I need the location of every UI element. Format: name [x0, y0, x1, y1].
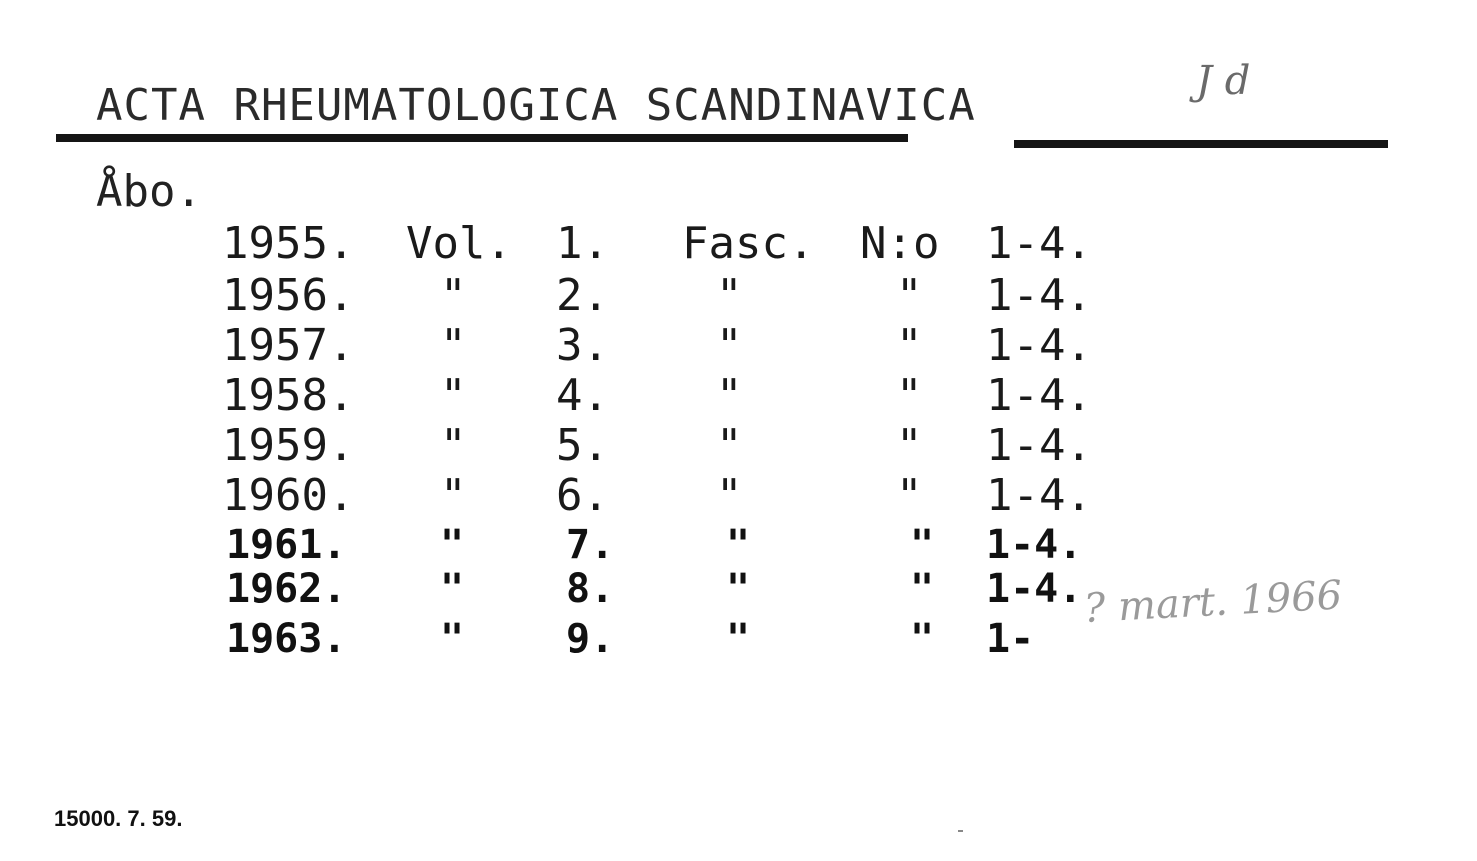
ditto-mark: " — [896, 320, 923, 371]
year: 1960. — [222, 470, 355, 521]
print-code: 15000. 7. 59. — [54, 806, 183, 831]
ditto-mark: " — [896, 420, 923, 471]
journal-title: ACTA RHEUMATOLOGICA SCANDINAVICA — [96, 80, 976, 131]
ditto-mark: " — [440, 616, 465, 662]
year: 1958. — [222, 370, 355, 421]
year: 1957. — [222, 320, 355, 371]
ditto-mark: " — [440, 320, 467, 371]
issue-range: 1-4. — [986, 470, 1092, 521]
volume-number: 6. — [556, 470, 609, 521]
year: 1959. — [222, 420, 355, 471]
volume-number: 5. — [556, 420, 609, 471]
ditto-mark: " — [896, 270, 923, 321]
year: 1963. — [226, 616, 347, 662]
ditto-mark: " — [726, 522, 751, 568]
volume-number: 9. — [566, 616, 615, 662]
ditto-mark: " — [440, 370, 467, 421]
year: 1955. — [222, 218, 355, 269]
volume-number: 3. — [556, 320, 609, 371]
ditto-mark: " — [716, 270, 743, 321]
ditto-mark: " — [716, 370, 743, 421]
ditto-mark: " — [440, 470, 467, 521]
vol-label: Vol. — [406, 218, 512, 269]
issue-range: 1- — [986, 616, 1035, 662]
paper-speck — [958, 830, 963, 832]
ditto-mark: " — [910, 616, 935, 662]
number-label: N:o — [860, 218, 940, 269]
title-underline-right — [1014, 140, 1388, 148]
issue-range: 1-4. — [986, 370, 1092, 421]
year: 1962. — [226, 566, 347, 612]
volume-number: 4. — [556, 370, 609, 421]
title-underline-left — [56, 134, 908, 142]
ditto-mark: " — [716, 320, 743, 371]
ditto-mark: " — [716, 420, 743, 471]
ditto-mark: " — [896, 470, 923, 521]
ditto-mark: " — [910, 522, 935, 568]
ditto-mark: " — [440, 420, 467, 471]
ditto-mark: " — [896, 370, 923, 421]
ditto-mark: " — [440, 566, 465, 612]
ditto-mark: " — [726, 616, 751, 662]
issue-range: 1-4. — [986, 566, 1083, 612]
issue-range: 1-4. — [986, 270, 1092, 321]
ditto-mark: " — [440, 270, 467, 321]
ditto-mark: " — [910, 566, 935, 612]
year: 1956. — [222, 270, 355, 321]
fasc-label: Fasc. — [682, 218, 815, 269]
shelfmark-annotation: J d — [1196, 58, 1251, 104]
volume-number: 7. — [566, 522, 615, 568]
issue-range: 1-4. — [986, 320, 1092, 371]
year: 1961. — [226, 522, 347, 568]
volume-number: 2. — [556, 270, 609, 321]
volume-number: 8. — [566, 566, 615, 612]
issue-range: 1-4. — [986, 218, 1092, 269]
issue-range: 1-4. — [986, 522, 1083, 568]
issue-range: 1-4. — [986, 420, 1092, 471]
ditto-mark: " — [440, 522, 465, 568]
volume-number: 1. — [556, 218, 609, 269]
handwritten-received-note: ? mart. 1966 — [1082, 572, 1344, 632]
ditto-mark: " — [716, 470, 743, 521]
place-of-publication: Åbo. — [96, 166, 202, 217]
ditto-mark: " — [726, 566, 751, 612]
